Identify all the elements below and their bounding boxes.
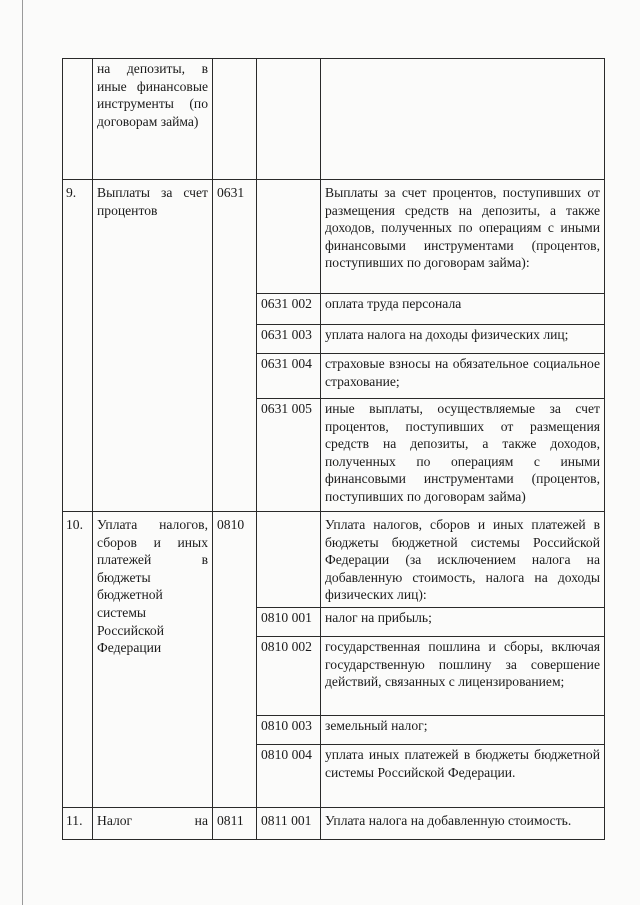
row-number [63,59,93,180]
row-subcode [257,59,321,180]
row-description: государственная пошлина и сборы, включая государственную пошлину за совершение действий, связанных с лицензированием; [321,637,605,716]
row-description: Уплата налога на добавленную стоимость. [321,808,605,840]
row-description [321,59,605,180]
row-subcode: 0631 002 [257,294,321,325]
row-number: 11. [63,808,93,840]
row-subcode [257,512,321,608]
row-name: на депозиты, в иные финансовые инструменты (по договорам займа) [93,59,213,180]
row-name: Уплата налогов, сборов и иных платежей в бюджеты бюджетной системы Российской Федерации [93,512,213,808]
row-subcode [257,180,321,294]
row-description: иные выплаты, осуществляемые за счет процентов, поступивших от размещения средств на депозиты, а также доходов, полученных по операциям с иными финансовыми инструментами (процентов, поступивших по договорам займа) [321,399,605,512]
expense-code-table [62,58,605,840]
row-name: Налог на [93,808,213,840]
row-subcode: 0631 003 [257,325,321,354]
page-left-edge [22,0,23,905]
row-subcode: 0631 005 [257,399,321,512]
row-name: Выплаты за счет процентов [93,180,213,512]
row-description: уплата иных платежей в бюджеты бюджетной системы Российской Федерации. [321,745,605,808]
row-description: налог на прибыль; [321,608,605,637]
row-subcode: 0810 004 [257,745,321,808]
row-subcode: 0810 002 [257,637,321,716]
table-row [63,59,605,180]
table-row [63,808,605,840]
row-description: Уплата налогов, сборов и иных платежей в бюджеты бюджетной системы Российской Федерации (за исключением налога на добавленную стоимость, налога на доходы физических лиц): [321,512,605,608]
row-code: 0810 [213,512,257,808]
row-code: 0631 [213,180,257,512]
row-code [213,59,257,180]
row-subcode: 0810 001 [257,608,321,637]
row-code: 0811 [213,808,257,840]
table-row [63,512,605,608]
row-description: страховые взносы на обязательное социальное страхование; [321,354,605,399]
row-description: оплата труда персонала [321,294,605,325]
row-description: Выплаты за счет процентов, поступивших от размещения средств на депозиты, а также доходов, полученных по операциям с иными финансовыми инструментами (процентов, поступивших по договорам займа): [321,180,605,294]
row-subcode: 0810 003 [257,716,321,745]
row-number: 9. [63,180,93,512]
row-description: уплата налога на доходы физических лиц; [321,325,605,354]
row-number: 10. [63,512,93,808]
table-row [63,180,605,294]
row-subcode: 0631 004 [257,354,321,399]
row-subcode: 0811 001 [257,808,321,840]
row-description: земельный налог; [321,716,605,745]
